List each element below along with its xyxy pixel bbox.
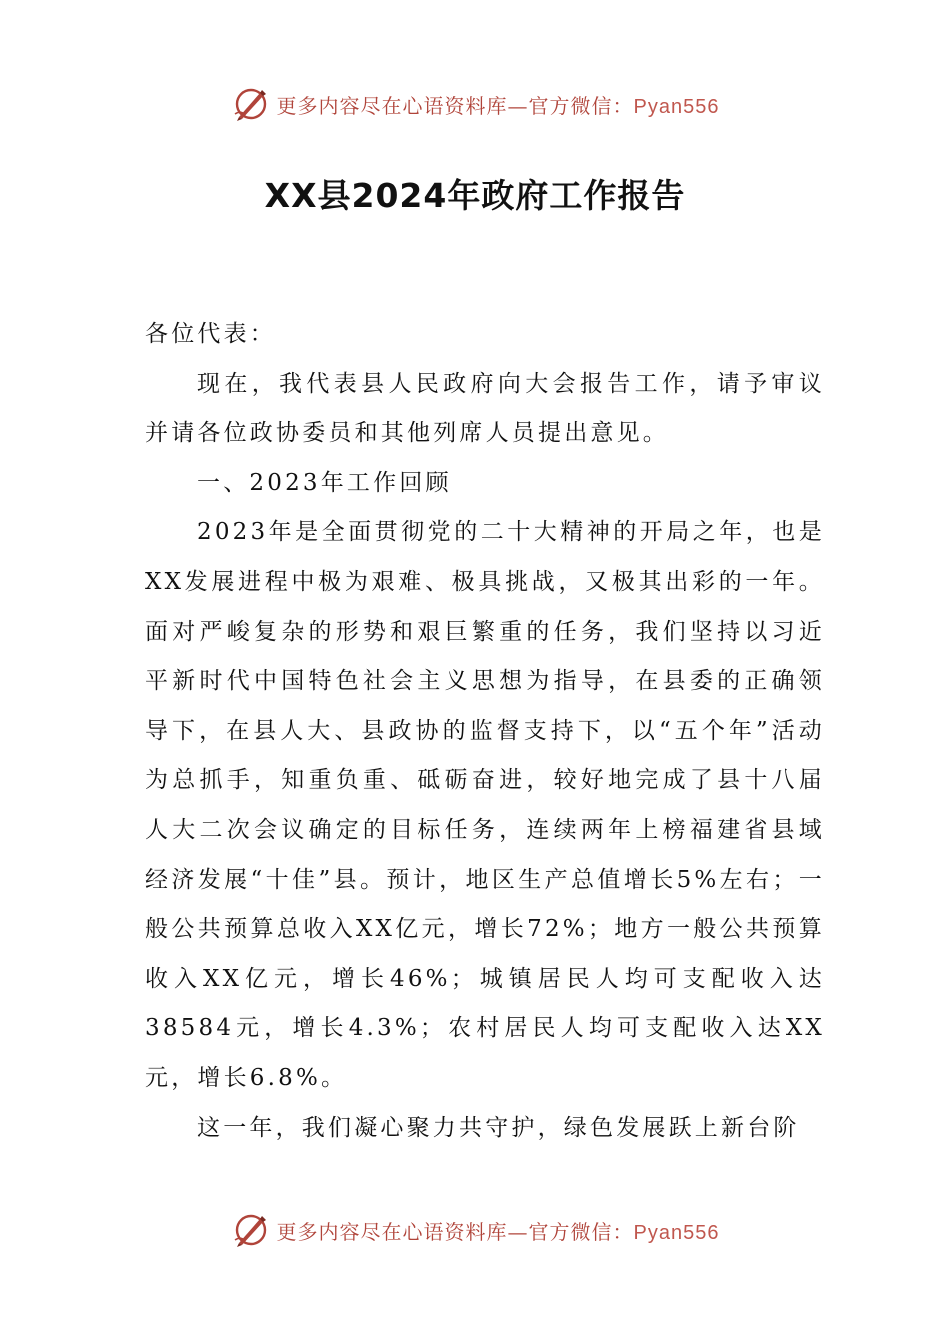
wechat-id: Pyan556 <box>633 1221 720 1244</box>
pen-logo-icon <box>231 1210 271 1250</box>
pen-logo-icon <box>231 84 271 124</box>
wechat-id: Pyan556 <box>633 95 720 118</box>
section-heading: 一、2023年工作回顾 <box>197 469 452 496</box>
paragraph-green-development: 这一年，我们凝心聚力共守护，绿色发展跃上新台阶 <box>197 1114 800 1141</box>
footer-watermark <box>0 1208 950 1252</box>
salutation: 各位代表： <box>145 321 276 347</box>
header-watermark <box>0 82 950 126</box>
watermark-text: 更多内容尽在心语资料库—官方微信：Pyan556 <box>276 93 720 118</box>
document-body <box>145 310 825 1153</box>
paragraph-intro: 现在，我代表县人民政府向大会报告工作，请予审议并请各位政协委员和其他列席人员提出意见。 <box>145 370 825 447</box>
document-title: XX县2024年政府工作报告 <box>264 176 686 215</box>
paragraph-review: 2023年是全面贯彻党的二十大精神的开局之年，也是XX发展进程中极为艰难、极具挑战，又极其出彩的一年。面对严峻复杂的形势和艰巨繁重的任务，我们坚持以习近平新时代中国特色社会主义思想为指导，在县委的正确领导下，在县人大、县政协的监督支持下，以“五个年”活动为总抓手，知重负重、砥砺奋进，较好地完成了县十八届人大二次会议确定的目标任务，连续两年上榜福建省县域经济发展“十佳”县。预计，地区生产总值增长5%左右；一般公共预算总收入XX亿元，增长72%；地方一般公共预算收入XX亿元，增长46%；城镇居民人均可支配收入达38584元，增长4.3%；农村居民人均可支配收入达XX元，增长6.8%。 <box>145 519 825 1091</box>
watermark-text: 更多内容尽在心语资料库—官方微信：Pyan556 <box>276 1219 720 1244</box>
